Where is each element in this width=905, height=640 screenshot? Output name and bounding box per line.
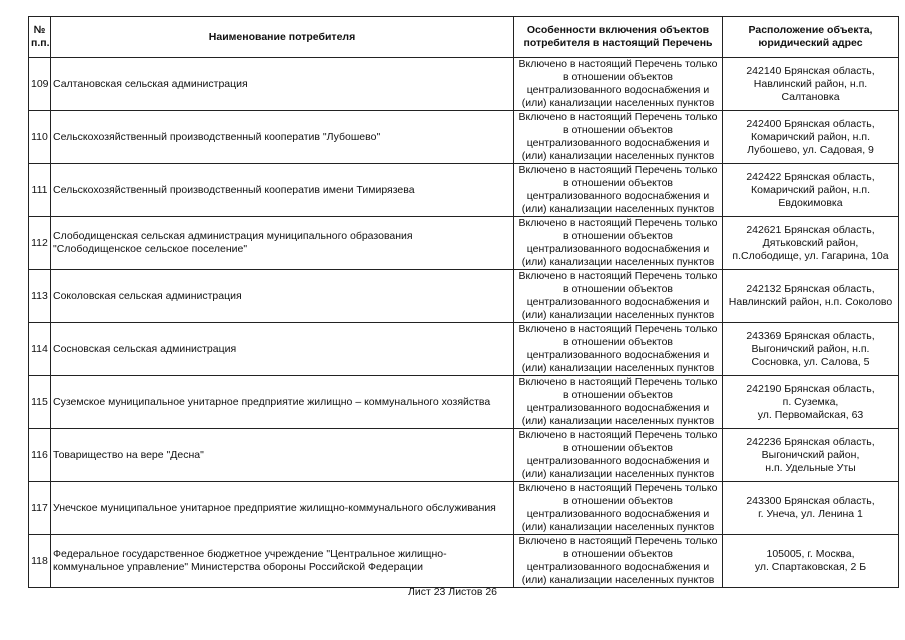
consumer-address: 242140 Брянская область, Навлинский район, н.п. Салтановка	[723, 58, 899, 111]
table-row	[29, 376, 899, 429]
table-body	[29, 58, 899, 588]
row-number: 114	[29, 323, 51, 376]
row-number: 116	[29, 429, 51, 482]
consumer-name: Соколовская сельская администрация	[51, 270, 514, 323]
consumer-name: Сельскохозяйственный производственный кооператив "Лубошево"	[51, 111, 514, 164]
inclusion-features: Включено в настоящий Перечень только в отношении объектов централизованного водоснабжения и (или) канализации населенных пунктов	[514, 164, 723, 217]
header-address: Расположение объекта, юридический адрес	[723, 17, 899, 58]
inclusion-features: Включено в настоящий Перечень только в отношении объектов централизованного водоснабжения и (или) канализации населенных пунктов	[514, 535, 723, 588]
inclusion-features: Включено в настоящий Перечень только в отношении объектов централизованного водоснабжения и (или) канализации населенных пунктов	[514, 482, 723, 535]
row-number: 110	[29, 111, 51, 164]
table-row	[29, 270, 899, 323]
inclusion-features: Включено в настоящий Перечень только в отношении объектов централизованного водоснабжения и (или) канализации населенных пунктов	[514, 58, 723, 111]
consumer-name: Унечское муниципальное унитарное предприятие жилищно-коммунального обслуживания	[51, 482, 514, 535]
inclusion-features: Включено в настоящий Перечень только в отношении объектов централизованного водоснабжения и (или) канализации населенных пунктов	[514, 323, 723, 376]
consumer-name: Федеральное государственное бюджетное учреждение "Центральное жилищно- коммунальное управление" Министерства обороны Российской Федерации	[51, 535, 514, 588]
consumer-address: 243300 Брянская область, г. Унеча, ул. Ленина 1	[723, 482, 899, 535]
table-row	[29, 164, 899, 217]
table-row	[29, 323, 899, 376]
row-number: 117	[29, 482, 51, 535]
consumers-table	[28, 16, 899, 588]
table-row	[29, 111, 899, 164]
header-inclusion-features: Особенности включения объектов потребителя в настоящий Перечень	[514, 17, 723, 58]
page-footer: Лист 23 Листов 26	[407, 586, 498, 598]
row-number: 109	[29, 58, 51, 111]
header-consumer-name: Наименование потребителя	[51, 17, 514, 58]
row-number: 118	[29, 535, 51, 588]
row-number: 113	[29, 270, 51, 323]
inclusion-features: Включено в настоящий Перечень только в отношении объектов централизованного водоснабжения и (или) канализации населенных пунктов	[514, 429, 723, 482]
table-row	[29, 58, 899, 111]
table-header-row	[29, 17, 899, 58]
consumer-address: 105005, г. Москва, ул. Спартаковская, 2 Б	[723, 535, 899, 588]
table-row	[29, 217, 899, 270]
consumer-name: Слободищенская сельская администрация муниципального образования "Слободищенское сельское поселение"	[51, 217, 514, 270]
row-number: 111	[29, 164, 51, 217]
row-number: 115	[29, 376, 51, 429]
consumer-address: 242621 Брянская область, Дятьковский район, п.Слободище, ул. Гагарина, 10а	[723, 217, 899, 270]
consumer-name: Сельскохозяйственный производственный кооператив имени Тимирязева	[51, 164, 514, 217]
header-number: № п.п.	[29, 17, 51, 58]
consumer-name: Суземское муниципальное унитарное предприятие жилищно – коммунального хозяйства	[51, 376, 514, 429]
consumer-name: Сосновская сельская администрация	[51, 323, 514, 376]
consumer-address: 242190 Брянская область, п. Суземка, ул. Первомайская, 63	[723, 376, 899, 429]
table-row	[29, 429, 899, 482]
consumer-address: 242422 Брянская область, Комаричский район, н.п. Евдокимовка	[723, 164, 899, 217]
inclusion-features: Включено в настоящий Перечень только в отношении объектов централизованного водоснабжения и (или) канализации населенных пунктов	[514, 270, 723, 323]
row-number: 112	[29, 217, 51, 270]
inclusion-features: Включено в настоящий Перечень только в отношении объектов централизованного водоснабжения и (или) канализации населенных пунктов	[514, 217, 723, 270]
consumer-address: 242400 Брянская область, Комаричский район, н.п. Лубошево, ул. Садовая, 9	[723, 111, 899, 164]
inclusion-features: Включено в настоящий Перечень только в отношении объектов централизованного водоснабжения и (или) канализации населенных пунктов	[514, 376, 723, 429]
table-row	[29, 482, 899, 535]
consumer-address: 242236 Брянская область, Выгоничский район, н.п. Удельные Уты	[723, 429, 899, 482]
consumer-name: Салтановская сельская администрация	[51, 58, 514, 111]
consumer-address: 243369 Брянская область, Выгоничский район, н.п. Сосновка, ул. Салова, 5	[723, 323, 899, 376]
consumer-address: 242132 Брянская область, Навлинский район, н.п. Соколово	[723, 270, 899, 323]
inclusion-features: Включено в настоящий Перечень только в отношении объектов централизованного водоснабжения и (или) канализации населенных пунктов	[514, 111, 723, 164]
table-row	[29, 535, 899, 588]
consumer-name: Товарищество на вере "Десна"	[51, 429, 514, 482]
